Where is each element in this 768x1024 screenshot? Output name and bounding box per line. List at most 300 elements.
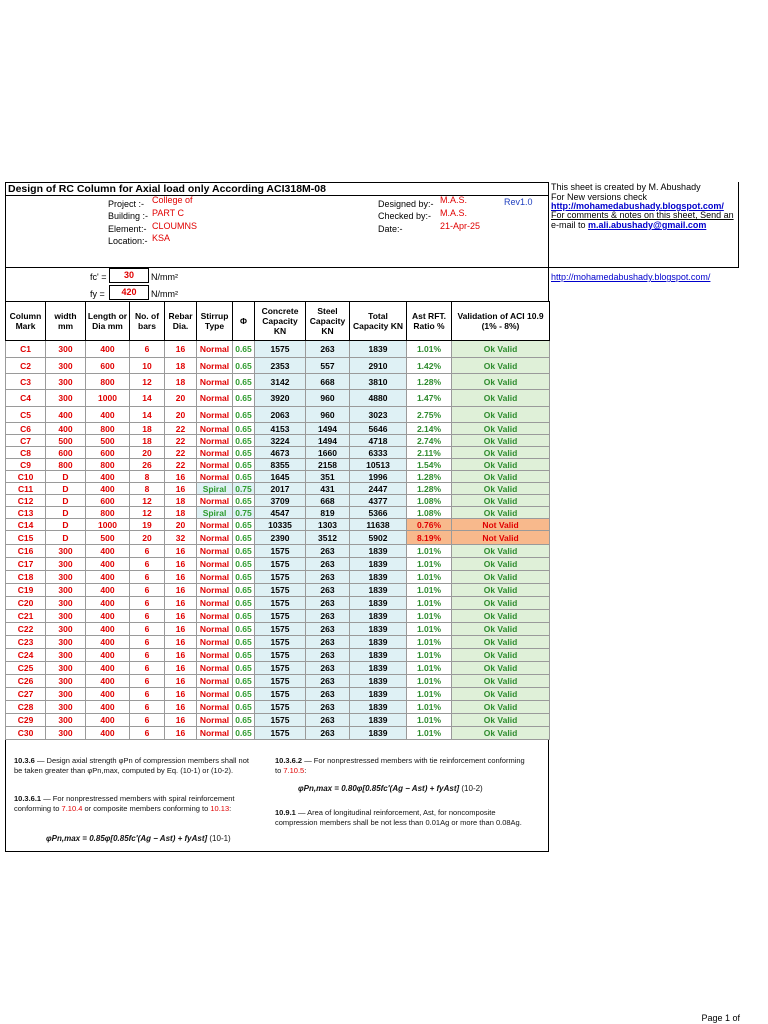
cell-ast-ratio: 1.01% (407, 714, 452, 727)
cell-length[interactable]: 400 (86, 714, 130, 727)
cell-rebar-dia[interactable]: 16 (165, 727, 197, 740)
cell-steel-capacity: 263 (306, 688, 350, 701)
cell-validation: Ok Valid (452, 714, 550, 727)
cell-ast-ratio: 1.01% (407, 636, 452, 649)
cell-rebar-dia[interactable]: 16 (165, 597, 197, 610)
email-link[interactable]: m.ali.abushady@gmail.com (588, 220, 707, 230)
cell-width[interactable]: 300 (46, 727, 86, 740)
code-10-3-6-2: 10.3.6.2 — For nonprestressed members with tie reinforcement conforming to 7.10.5: (275, 756, 525, 775)
cell-concrete-capacity: 1575 (255, 610, 306, 623)
cell-no-of-bars[interactable]: 6 (130, 610, 165, 623)
cell-length[interactable]: 500 (86, 531, 130, 545)
cell-ast-ratio: 1.28% (407, 374, 452, 390)
info-divider (5, 267, 549, 268)
cell-no-of-bars[interactable]: 8 (130, 471, 165, 483)
cell-validation: Ok Valid (452, 675, 550, 688)
cell-phi: 0.65 (233, 649, 255, 662)
cell-length[interactable]: 400 (86, 597, 130, 610)
cell-no-of-bars[interactable]: 12 (130, 495, 165, 507)
cell-stirrup-type[interactable]: Normal (197, 358, 233, 374)
table-row (6, 519, 550, 531)
checked-by-value: M.A.S. (440, 208, 468, 218)
cell-rebar-dia[interactable]: 16 (165, 636, 197, 649)
cell-width[interactable]: 600 (46, 447, 86, 459)
cell-rebar-dia[interactable]: 20 (165, 390, 197, 407)
cell-rebar-dia[interactable]: 16 (165, 341, 197, 358)
cell-length[interactable]: 800 (86, 374, 130, 390)
header-phi: Φ (233, 302, 255, 341)
cell-concrete-capacity: 1575 (255, 649, 306, 662)
cell-stirrup-type[interactable]: Normal (197, 597, 233, 610)
cell-concrete-capacity: 1575 (255, 558, 306, 571)
cell-rebar-dia[interactable]: 16 (165, 649, 197, 662)
cell-stirrup-type[interactable]: Normal (197, 701, 233, 714)
cell-validation: Ok Valid (452, 597, 550, 610)
cell-rebar-dia[interactable]: 18 (165, 358, 197, 374)
cell-steel-capacity: 263 (306, 571, 350, 584)
cell-stirrup-type[interactable]: Normal (197, 447, 233, 459)
cell-width[interactable]: D (46, 507, 86, 519)
blog-link-secondary[interactable]: http://mohamedabushady.blogspot.com/ (551, 272, 711, 282)
cell-width[interactable]: 300 (46, 545, 86, 558)
cell-width[interactable]: 300 (46, 714, 86, 727)
cell-column-mark: C21 (6, 610, 46, 623)
cell-no-of-bars[interactable]: 6 (130, 558, 165, 571)
cell-stirrup-type[interactable]: Normal (197, 390, 233, 407)
cell-length[interactable]: 800 (86, 459, 130, 471)
cell-length[interactable]: 400 (86, 584, 130, 597)
cell-column-mark: C29 (6, 714, 46, 727)
cell-ast-ratio: 1.54% (407, 459, 452, 471)
cell-stirrup-type[interactable]: Normal (197, 688, 233, 701)
cell-validation: Ok Valid (452, 649, 550, 662)
header-no-of-bars: No. of bars (130, 302, 165, 341)
cell-phi: 0.65 (233, 519, 255, 531)
cell-rebar-dia[interactable]: 16 (165, 571, 197, 584)
cell-width[interactable]: 400 (46, 407, 86, 423)
cell-no-of-bars[interactable]: 18 (130, 423, 165, 435)
cell-concrete-capacity: 1575 (255, 545, 306, 558)
cell-no-of-bars[interactable]: 8 (130, 483, 165, 495)
cell-rebar-dia[interactable]: 16 (165, 714, 197, 727)
cell-stirrup-type[interactable]: Normal (197, 545, 233, 558)
cell-length[interactable]: 1000 (86, 519, 130, 531)
cell-stirrup-type[interactable]: Normal (197, 584, 233, 597)
header-ast-ratio: Ast RFT. Ratio % (407, 302, 452, 341)
cell-no-of-bars[interactable]: 6 (130, 341, 165, 358)
cell-width[interactable]: 300 (46, 597, 86, 610)
cell-no-of-bars[interactable]: 6 (130, 688, 165, 701)
cell-no-of-bars[interactable]: 12 (130, 507, 165, 519)
cell-stirrup-type[interactable]: Spiral (197, 483, 233, 495)
cell-no-of-bars[interactable]: 6 (130, 701, 165, 714)
cell-width[interactable]: D (46, 483, 86, 495)
cell-length[interactable]: 400 (86, 649, 130, 662)
cell-no-of-bars[interactable]: 26 (130, 459, 165, 471)
cell-validation: Ok Valid (452, 374, 550, 390)
table-row (6, 407, 550, 423)
cell-validation: Ok Valid (452, 435, 550, 447)
cell-no-of-bars[interactable]: 20 (130, 531, 165, 545)
cell-length[interactable]: 400 (86, 545, 130, 558)
cell-length[interactable]: 400 (86, 675, 130, 688)
cell-no-of-bars[interactable]: 19 (130, 519, 165, 531)
cell-stirrup-type[interactable]: Normal (197, 714, 233, 727)
cell-length[interactable]: 400 (86, 727, 130, 740)
cell-concrete-capacity: 4547 (255, 507, 306, 519)
cell-concrete-capacity: 3709 (255, 495, 306, 507)
cell-width[interactable]: 300 (46, 610, 86, 623)
cell-stirrup-type[interactable]: Normal (197, 471, 233, 483)
cell-width[interactable]: D (46, 495, 86, 507)
cell-length[interactable]: 800 (86, 423, 130, 435)
cell-rebar-dia[interactable]: 16 (165, 701, 197, 714)
cell-validation: Ok Valid (452, 483, 550, 495)
cell-no-of-bars[interactable]: 14 (130, 407, 165, 423)
cell-rebar-dia[interactable]: 16 (165, 483, 197, 495)
cell-length[interactable]: 500 (86, 435, 130, 447)
table-row (6, 584, 550, 597)
table-row (6, 597, 550, 610)
cell-no-of-bars[interactable]: 6 (130, 545, 165, 558)
cell-total-capacity: 1996 (350, 471, 407, 483)
cell-no-of-bars[interactable]: 12 (130, 374, 165, 390)
cell-width[interactable]: 500 (46, 435, 86, 447)
cell-rebar-dia[interactable]: 32 (165, 531, 197, 545)
cell-no-of-bars[interactable]: 6 (130, 597, 165, 610)
cell-ast-ratio: 8.19% (407, 531, 452, 545)
cell-total-capacity: 2910 (350, 358, 407, 374)
fy-unit: N/mm² (151, 289, 178, 299)
cell-rebar-dia[interactable]: 20 (165, 519, 197, 531)
table-row (6, 688, 550, 701)
designed-by-label: Designed by:- (378, 199, 434, 209)
cell-phi: 0.65 (233, 636, 255, 649)
cell-no-of-bars[interactable]: 6 (130, 584, 165, 597)
cell-width[interactable]: 300 (46, 358, 86, 374)
fc-input[interactable]: 30 (109, 268, 149, 283)
cell-length[interactable]: 400 (86, 636, 130, 649)
cell-phi: 0.65 (233, 358, 255, 374)
cell-column-mark: C22 (6, 623, 46, 636)
cell-column-mark: C17 (6, 558, 46, 571)
cell-width[interactable]: 300 (46, 558, 86, 571)
cell-rebar-dia[interactable]: 16 (165, 688, 197, 701)
building-value: PART C (152, 208, 185, 218)
cell-stirrup-type[interactable]: Spiral (197, 507, 233, 519)
cell-steel-capacity: 263 (306, 636, 350, 649)
cell-steel-capacity: 1303 (306, 519, 350, 531)
cell-phi: 0.65 (233, 610, 255, 623)
cell-total-capacity: 5366 (350, 507, 407, 519)
cell-rebar-dia[interactable]: 16 (165, 545, 197, 558)
cell-ast-ratio: 1.01% (407, 558, 452, 571)
cell-validation: Ok Valid (452, 636, 550, 649)
cell-column-mark: C25 (6, 662, 46, 675)
header-validation: Validation of ACI 10.9 (1% - 8%) (452, 302, 550, 341)
cell-column-mark: C24 (6, 649, 46, 662)
cell-concrete-capacity: 1575 (255, 714, 306, 727)
cell-column-mark: C16 (6, 545, 46, 558)
table-row (6, 701, 550, 714)
equation-10-1: φPn,max = 0.85φ[0.85fc'(Ag − Ast) + fyAst] (10-1) (46, 834, 231, 843)
cell-rebar-dia[interactable]: 20 (165, 407, 197, 423)
blog-link[interactable]: http://mohamedabushady.blogspot.com/ (551, 201, 724, 211)
cell-width[interactable]: 300 (46, 675, 86, 688)
cell-width[interactable]: 300 (46, 701, 86, 714)
cell-no-of-bars[interactable]: 6 (130, 675, 165, 688)
info-email-line (551, 220, 706, 231)
cell-stirrup-type[interactable]: Normal (197, 407, 233, 423)
cell-rebar-dia[interactable]: 16 (165, 471, 197, 483)
cell-steel-capacity: 1494 (306, 435, 350, 447)
table-row (6, 358, 550, 374)
cell-validation: Ok Valid (452, 507, 550, 519)
cell-steel-capacity: 431 (306, 483, 350, 495)
cell-no-of-bars[interactable]: 6 (130, 649, 165, 662)
cell-column-mark: C6 (6, 423, 46, 435)
cell-total-capacity: 1839 (350, 688, 407, 701)
cell-validation: Ok Valid (452, 545, 550, 558)
cell-ast-ratio: 1.01% (407, 545, 452, 558)
cell-validation: Ok Valid (452, 459, 550, 471)
cell-column-mark: C23 (6, 636, 46, 649)
cell-total-capacity: 6333 (350, 447, 407, 459)
cell-no-of-bars[interactable]: 18 (130, 435, 165, 447)
cell-total-capacity: 1839 (350, 714, 407, 727)
cell-rebar-dia[interactable]: 16 (165, 610, 197, 623)
cell-stirrup-type[interactable]: Normal (197, 495, 233, 507)
cell-rebar-dia[interactable]: 16 (165, 558, 197, 571)
cell-length[interactable]: 600 (86, 358, 130, 374)
cell-no-of-bars[interactable]: 6 (130, 662, 165, 675)
cell-rebar-dia[interactable]: 22 (165, 447, 197, 459)
title-divider (5, 195, 549, 196)
cell-phi: 0.65 (233, 662, 255, 675)
cell-steel-capacity: 3512 (306, 531, 350, 545)
cell-stirrup-type[interactable]: Normal (197, 531, 233, 545)
table-row (6, 623, 550, 636)
cell-ast-ratio: 1.28% (407, 471, 452, 483)
cell-length[interactable]: 1000 (86, 390, 130, 407)
cell-rebar-dia[interactable]: 22 (165, 423, 197, 435)
cell-phi: 0.65 (233, 597, 255, 610)
cell-rebar-dia[interactable]: 18 (165, 495, 197, 507)
cell-stirrup-type[interactable]: Normal (197, 727, 233, 740)
cell-stirrup-type[interactable]: Normal (197, 610, 233, 623)
cell-steel-capacity: 668 (306, 374, 350, 390)
cell-rebar-dia[interactable]: 22 (165, 435, 197, 447)
cell-concrete-capacity: 10335 (255, 519, 306, 531)
cell-length[interactable]: 400 (86, 571, 130, 584)
cell-ast-ratio: 1.01% (407, 649, 452, 662)
cell-width[interactable]: D (46, 471, 86, 483)
table-row (6, 374, 550, 390)
cell-no-of-bars[interactable]: 6 (130, 636, 165, 649)
cell-width[interactable]: D (46, 531, 86, 545)
cell-rebar-dia[interactable]: 18 (165, 507, 197, 519)
cell-width[interactable]: 300 (46, 649, 86, 662)
cell-length[interactable]: 400 (86, 483, 130, 495)
cell-concrete-capacity: 1645 (255, 471, 306, 483)
revision-label: Rev1.0 (504, 197, 533, 207)
cell-column-mark: C1 (6, 341, 46, 358)
element-value: CLOUMNS (152, 221, 198, 231)
cell-width[interactable]: 300 (46, 341, 86, 358)
cell-column-mark: C4 (6, 390, 46, 407)
cell-column-mark: C10 (6, 471, 46, 483)
cell-width[interactable]: 300 (46, 662, 86, 675)
cell-phi: 0.65 (233, 558, 255, 571)
cell-phi: 0.65 (233, 727, 255, 740)
cell-width[interactable]: 300 (46, 636, 86, 649)
cell-ast-ratio: 1.01% (407, 688, 452, 701)
cell-total-capacity: 1839 (350, 649, 407, 662)
cell-concrete-capacity: 2063 (255, 407, 306, 423)
cell-width[interactable]: 300 (46, 623, 86, 636)
cell-stirrup-type[interactable]: Normal (197, 649, 233, 662)
cell-column-mark: C13 (6, 507, 46, 519)
cell-width[interactable]: 300 (46, 390, 86, 407)
cell-column-mark: C20 (6, 597, 46, 610)
cell-stirrup-type[interactable]: Normal (197, 558, 233, 571)
info-created-by: This sheet is created by M. Abushady (551, 182, 701, 192)
cell-length[interactable]: 400 (86, 688, 130, 701)
cell-width[interactable]: 300 (46, 688, 86, 701)
cell-ast-ratio: 1.42% (407, 358, 452, 374)
table-row (6, 390, 550, 407)
cell-concrete-capacity: 1575 (255, 701, 306, 714)
cell-rebar-dia[interactable]: 22 (165, 459, 197, 471)
cell-stirrup-type[interactable]: Normal (197, 571, 233, 584)
cell-ast-ratio: 1.47% (407, 390, 452, 407)
cell-column-mark: C9 (6, 459, 46, 471)
checked-by-label: Checked by:- (378, 211, 432, 221)
cell-rebar-dia[interactable]: 16 (165, 584, 197, 597)
cell-validation: Ok Valid (452, 390, 550, 407)
cell-stirrup-type[interactable]: Normal (197, 423, 233, 435)
cell-length[interactable]: 400 (86, 558, 130, 571)
cell-ast-ratio: 1.01% (407, 597, 452, 610)
cell-validation: Ok Valid (452, 584, 550, 597)
cell-column-mark: C7 (6, 435, 46, 447)
header-total-capacity: Total Capacity KN (350, 302, 407, 341)
cell-stirrup-type[interactable]: Normal (197, 662, 233, 675)
cell-width[interactable]: 300 (46, 584, 86, 597)
cell-stirrup-type[interactable]: Normal (197, 341, 233, 358)
cell-ast-ratio: 1.01% (407, 727, 452, 740)
cell-ast-ratio: 2.75% (407, 407, 452, 423)
cell-width[interactable]: 800 (46, 459, 86, 471)
cell-rebar-dia[interactable]: 16 (165, 675, 197, 688)
cell-length[interactable]: 800 (86, 507, 130, 519)
cell-column-mark: C3 (6, 374, 46, 390)
code-10-3-6: 10.3.6 — Design axial strength φPn of compression members shall not be taken greater than φPn,max, computed by Eq. (10-1) or (10-2). (14, 756, 249, 775)
cell-length[interactable]: 400 (86, 701, 130, 714)
cell-phi: 0.65 (233, 374, 255, 390)
cell-total-capacity: 10513 (350, 459, 407, 471)
cell-length[interactable]: 600 (86, 495, 130, 507)
info-comments: For comments & notes on this sheet, Send an (551, 210, 734, 220)
header-length: Length or Dia mm (86, 302, 130, 341)
cell-steel-capacity: 2158 (306, 459, 350, 471)
cell-rebar-dia[interactable]: 16 (165, 623, 197, 636)
cell-width[interactable]: D (46, 519, 86, 531)
cell-rebar-dia[interactable]: 18 (165, 374, 197, 390)
cell-length[interactable]: 400 (86, 623, 130, 636)
cell-stirrup-type[interactable]: Normal (197, 459, 233, 471)
cell-concrete-capacity: 2390 (255, 531, 306, 545)
cell-total-capacity: 1839 (350, 636, 407, 649)
cell-no-of-bars[interactable]: 20 (130, 447, 165, 459)
cell-stirrup-type[interactable]: Normal (197, 435, 233, 447)
location-value: KSA (152, 233, 171, 243)
cell-ast-ratio: 1.28% (407, 483, 452, 495)
cell-total-capacity: 1839 (350, 727, 407, 740)
cell-column-mark: C19 (6, 584, 46, 597)
cell-total-capacity: 4377 (350, 495, 407, 507)
building-label: Building :- (108, 211, 149, 221)
cell-ast-ratio: 1.01% (407, 623, 452, 636)
cell-ast-ratio: 1.08% (407, 495, 452, 507)
cell-stirrup-type[interactable]: Normal (197, 623, 233, 636)
cell-phi: 0.65 (233, 688, 255, 701)
cell-no-of-bars[interactable]: 6 (130, 571, 165, 584)
table-row (6, 545, 550, 558)
cell-no-of-bars[interactable]: 14 (130, 390, 165, 407)
cell-concrete-capacity: 1575 (255, 623, 306, 636)
info-email-prefix: e-mail to (551, 220, 586, 230)
cell-column-mark: C5 (6, 407, 46, 423)
cell-length[interactable]: 400 (86, 407, 130, 423)
cell-ast-ratio: 2.74% (407, 435, 452, 447)
cell-no-of-bars[interactable]: 10 (130, 358, 165, 374)
cell-no-of-bars[interactable]: 6 (130, 727, 165, 740)
cell-length[interactable]: 600 (86, 447, 130, 459)
cell-width[interactable]: 300 (46, 571, 86, 584)
cell-validation: Ok Valid (452, 558, 550, 571)
cell-phi: 0.65 (233, 341, 255, 358)
cell-stirrup-type[interactable]: Normal (197, 636, 233, 649)
cell-no-of-bars[interactable]: 6 (130, 623, 165, 636)
cell-stirrup-type[interactable]: Normal (197, 675, 233, 688)
cell-width[interactable]: 400 (46, 423, 86, 435)
cell-length[interactable]: 400 (86, 610, 130, 623)
table-row (6, 435, 550, 447)
cell-total-capacity: 1839 (350, 597, 407, 610)
cell-total-capacity: 1839 (350, 545, 407, 558)
cell-ast-ratio: 1.01% (407, 662, 452, 675)
cell-length[interactable]: 400 (86, 341, 130, 358)
cell-validation: Ok Valid (452, 447, 550, 459)
cell-length[interactable]: 400 (86, 471, 130, 483)
cell-validation: Ok Valid (452, 662, 550, 675)
fy-input[interactable]: 420 (109, 285, 149, 300)
cell-width[interactable]: 300 (46, 374, 86, 390)
cell-length[interactable]: 400 (86, 662, 130, 675)
cell-no-of-bars[interactable]: 6 (130, 714, 165, 727)
cell-steel-capacity: 263 (306, 558, 350, 571)
cell-stirrup-type[interactable]: Normal (197, 519, 233, 531)
project-label: Project :- (108, 199, 145, 209)
cell-steel-capacity: 1660 (306, 447, 350, 459)
cell-stirrup-type[interactable]: Normal (197, 374, 233, 390)
cell-rebar-dia[interactable]: 16 (165, 662, 197, 675)
cell-column-mark: C15 (6, 531, 46, 545)
cell-validation: Ok Valid (452, 407, 550, 423)
cell-concrete-capacity: 1575 (255, 597, 306, 610)
cell-column-mark: C27 (6, 688, 46, 701)
